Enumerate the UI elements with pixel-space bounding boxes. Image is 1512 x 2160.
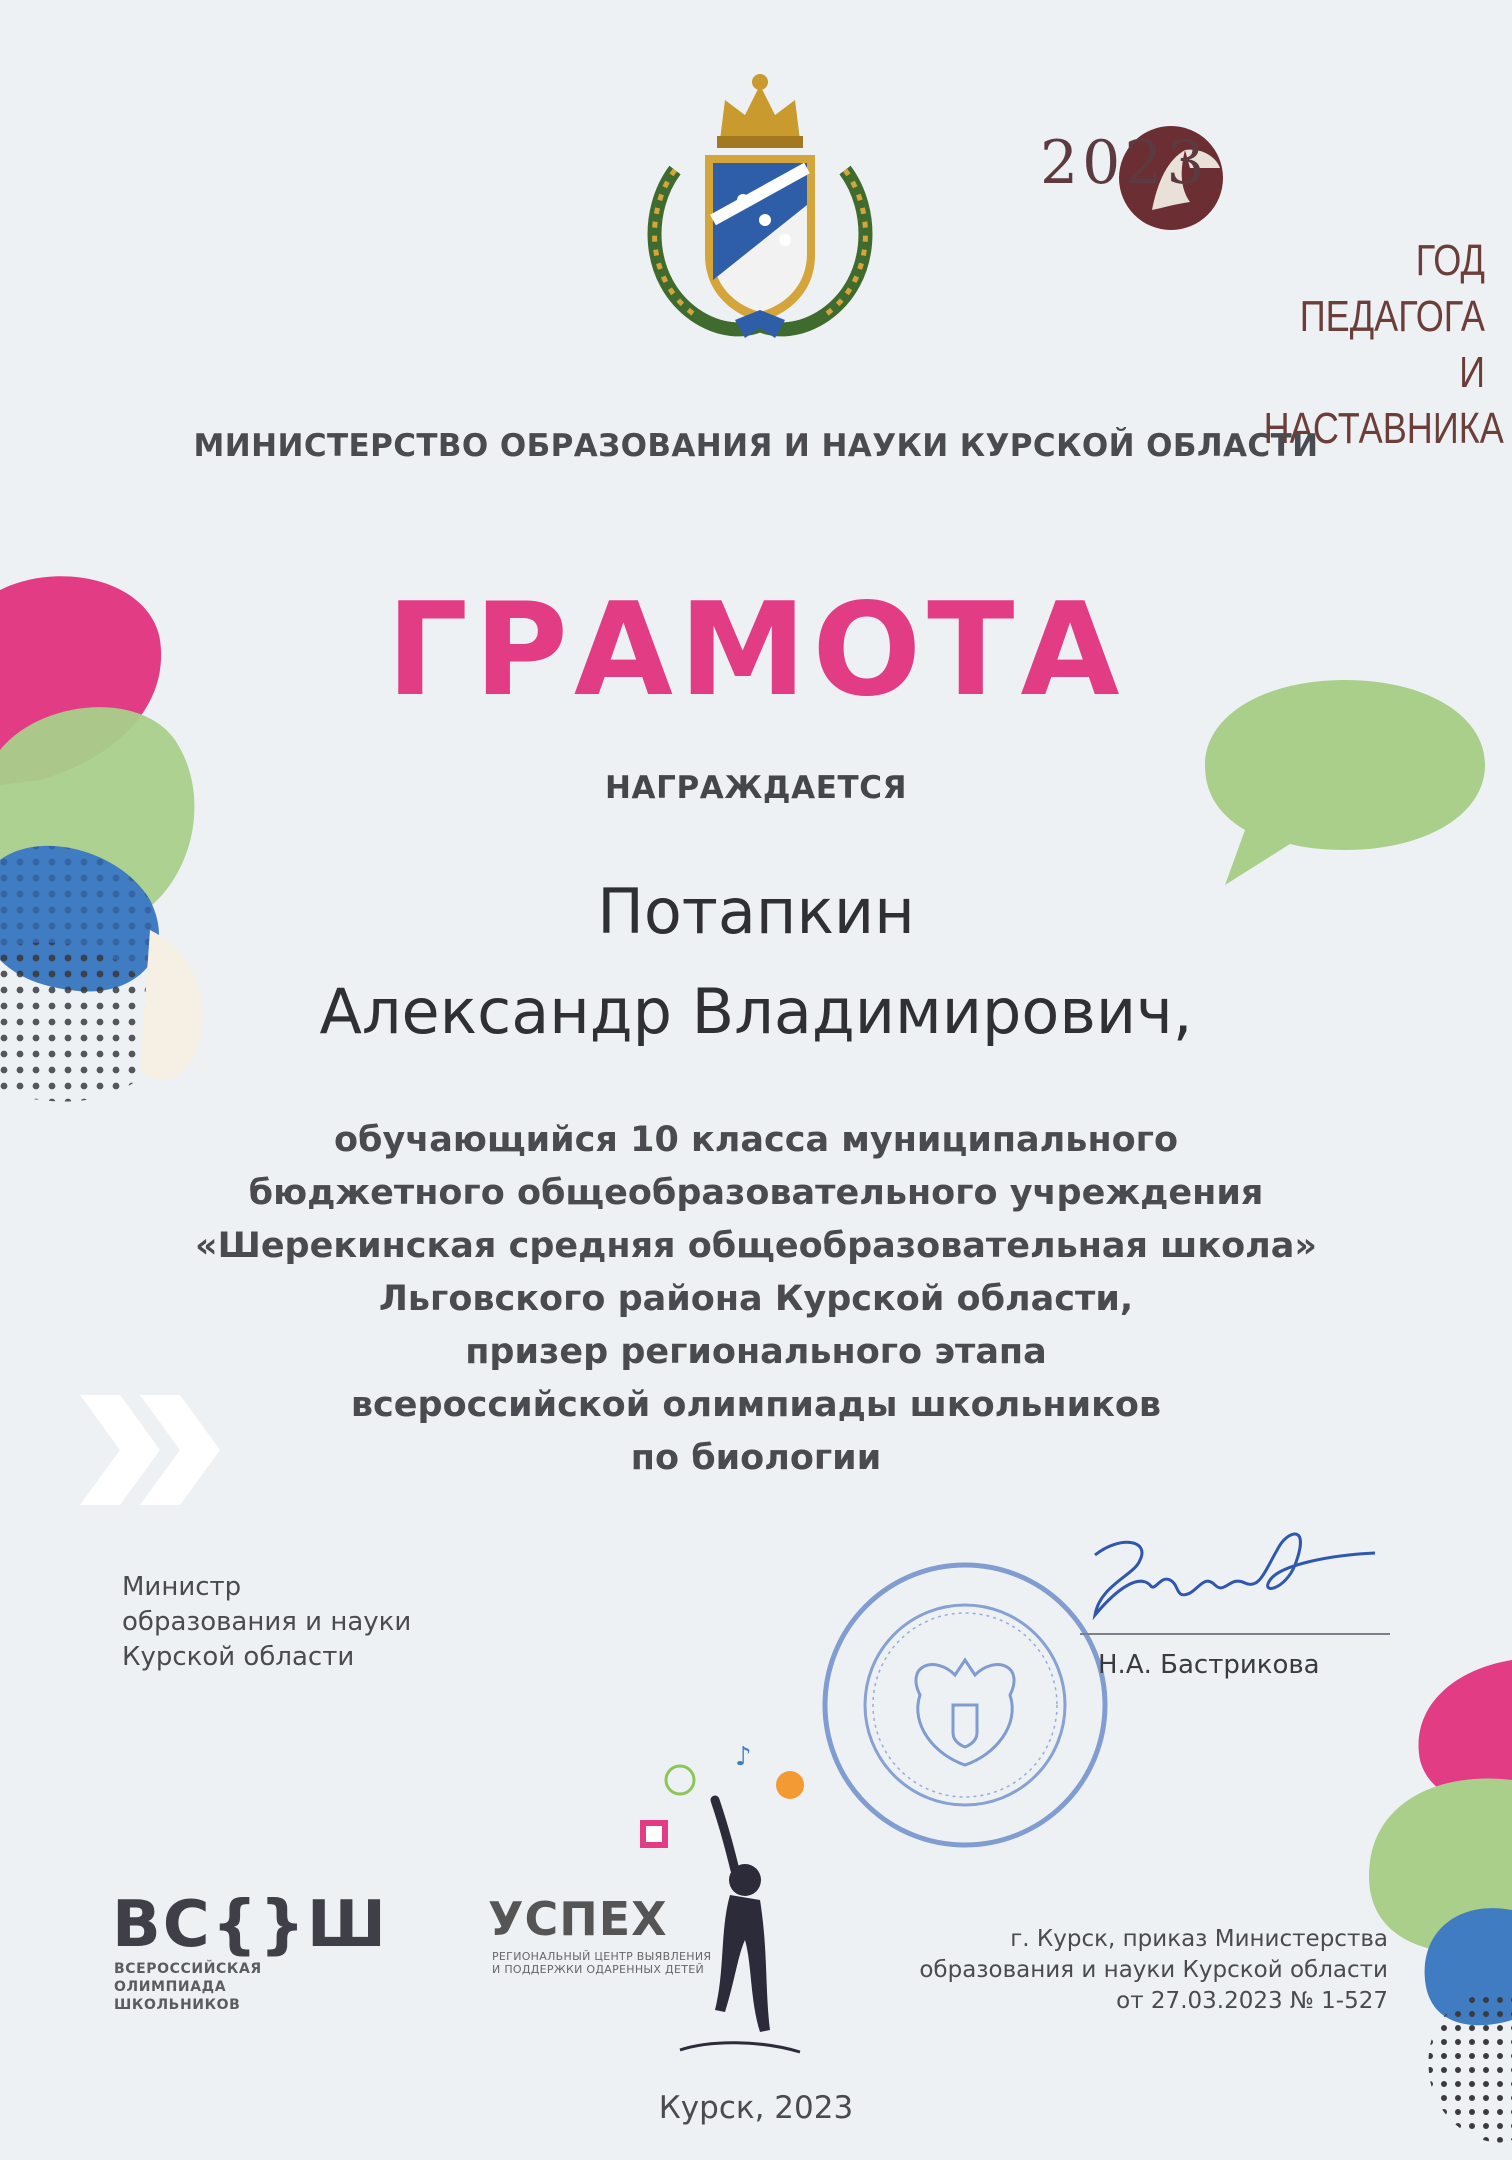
signer-name: Н.А. Бастрикова bbox=[1098, 1650, 1320, 1680]
year-caption-line2: И НАСТАВНИКА bbox=[1263, 348, 1504, 453]
vsosh-logo bbox=[112, 1888, 388, 1962]
description-line: по биологии bbox=[630, 1438, 882, 1478]
order-reference-line: образования и науки Курской области bbox=[919, 1957, 1388, 1983]
description-line: бюджетного общеобразовательного учреждения bbox=[248, 1173, 1264, 1213]
description-line: всероссийской олимпиады школьников bbox=[350, 1385, 1162, 1425]
place-and-year: Курск, 2023 bbox=[658, 2090, 854, 2126]
recipient-given-names: Александр Владимирович, bbox=[319, 975, 1193, 1048]
awarded-label: НАГРАЖДАЕТСЯ bbox=[604, 770, 908, 806]
signature-line bbox=[1080, 1633, 1390, 1635]
description-line: обучающийся 10 класса муниципального bbox=[333, 1120, 1179, 1160]
award-description bbox=[0, 1114, 1512, 1485]
description-line: призер регионального этапа bbox=[465, 1332, 1047, 1372]
decor-right-blobs bbox=[1300, 1660, 1512, 2160]
vsosh-subtitle-line: ВСЕРОССИЙСКАЯ bbox=[114, 1961, 262, 1977]
signatory-position-line: Курской области bbox=[122, 1642, 355, 1672]
order-reference bbox=[880, 1924, 1388, 2017]
year-caption-line1: ГОД ПЕДАГОГА bbox=[1299, 236, 1485, 341]
order-reference-line: г. Курск, приказ Министерства bbox=[1010, 1926, 1388, 1952]
year-badge-number: 2023 bbox=[1040, 128, 1209, 198]
recipient-surname: Потапкин bbox=[597, 875, 915, 948]
svg-text:♪: ♪ bbox=[735, 1742, 752, 1772]
description-line: Льговского района Курской области, bbox=[378, 1279, 1134, 1319]
official-stamp bbox=[815, 1555, 1115, 1855]
ministry-header: МИНИСТЕРСТВО ОБРАЗОВАНИЯ И НАУКИ КУРСКОЙ ОБЛАСТИ bbox=[193, 428, 1319, 464]
year-caption bbox=[1263, 233, 1504, 457]
certificate-title: ГРАМОТА bbox=[386, 576, 1126, 725]
order-reference-line: от 27.03.2023 № 1-527 bbox=[1116, 1988, 1388, 2014]
uspeh-subtitle-line: И ПОДДЕРЖКИ ОДАРЕННЫХ ДЕТЕЙ bbox=[492, 1963, 704, 1976]
coat-of-arms-emblem bbox=[625, 70, 895, 345]
uspeh-logo-subtitle bbox=[492, 1950, 711, 1976]
vsosh-logo-text: ВС{}Ш bbox=[112, 1888, 388, 1962]
year-badge-text bbox=[1040, 128, 1209, 198]
signatory-position bbox=[122, 1570, 411, 1675]
vsosh-subtitle-line: ШКОЛЬНИКОВ bbox=[114, 1997, 241, 2013]
uspeh-logo-text: УСПЕХ bbox=[488, 1892, 668, 1946]
signatory-position-line: образования и науки bbox=[122, 1607, 412, 1637]
signatory-position-line: Министр bbox=[122, 1572, 242, 1602]
uspeh-subtitle-line: РЕГИОНАЛЬНЫЙ ЦЕНТР ВЫЯВЛЕНИЯ bbox=[492, 1950, 712, 1963]
uspeh-logo bbox=[488, 1892, 668, 1946]
description-line: «Шерекинская средняя общеобразовательная школа» bbox=[194, 1226, 1318, 1266]
vsosh-subtitle-line: ОЛИМПИАДА bbox=[114, 1979, 227, 1995]
handwritten-signature bbox=[1080, 1515, 1380, 1635]
vsosh-logo-subtitle bbox=[114, 1960, 262, 2014]
